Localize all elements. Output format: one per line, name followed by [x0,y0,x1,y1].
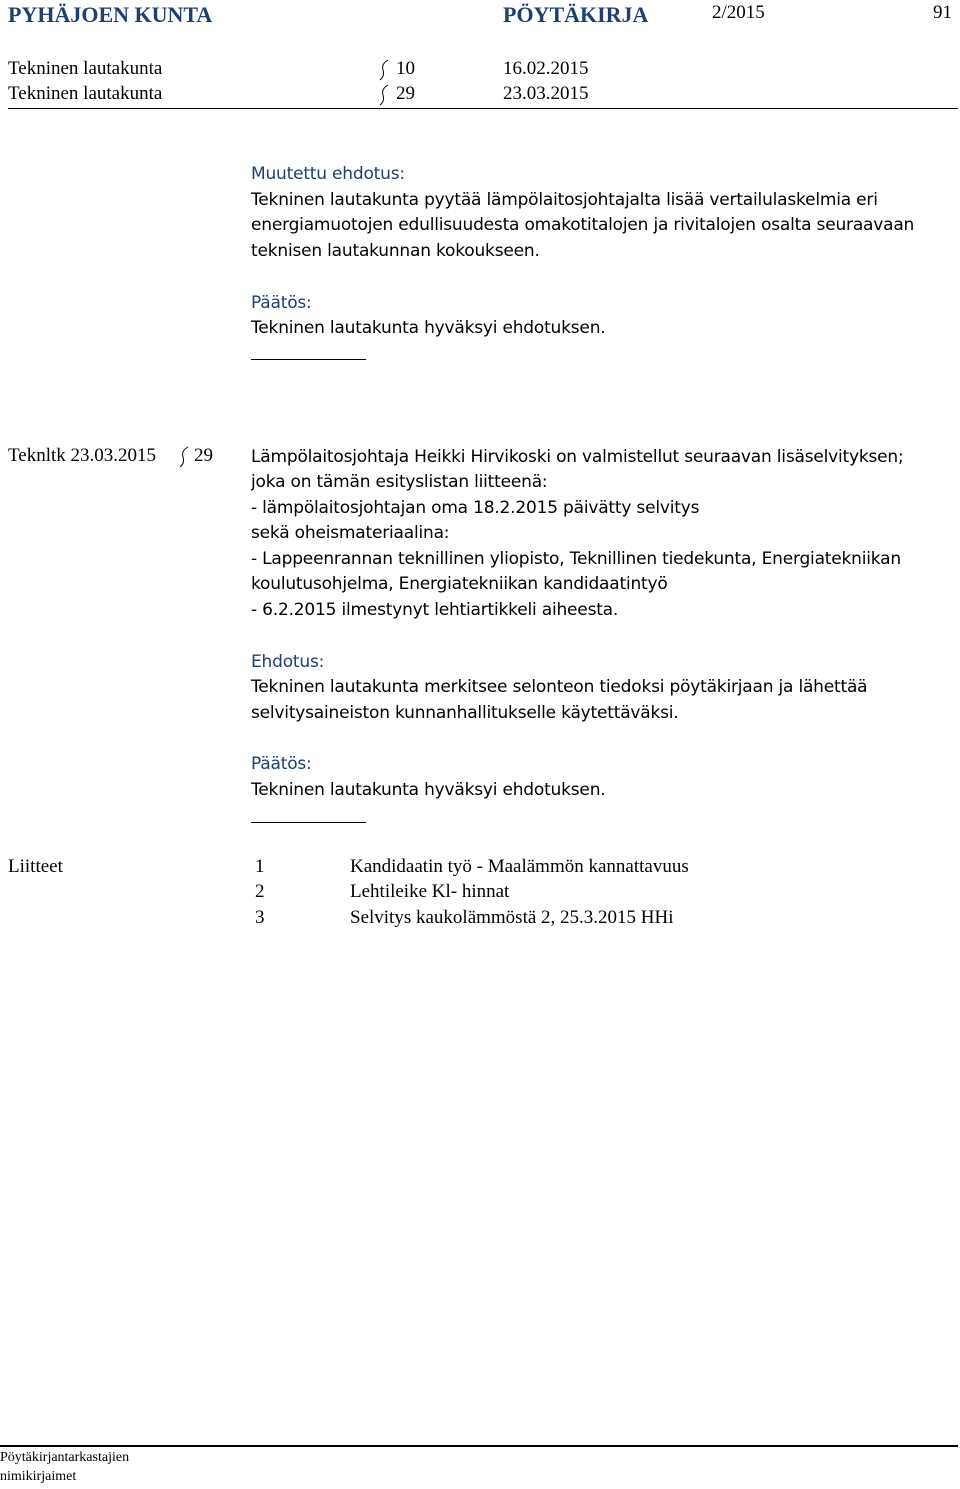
meeting-board: Tekninen lautakunta [8,58,163,79]
meeting-section: 29 [396,83,415,104]
item-reference: Teknltk 23.03.2015 [8,445,157,466]
meeting-date: 16.02.2015 [503,58,589,79]
body-line: sekä oheismateriaalina: [251,523,450,543]
proposal-label: Ehdotus: [251,652,325,672]
proposal-line: selvitysaineiston kunnanhallitukselle käytettäväksi. [251,703,679,723]
decision-label: Päätös: [251,293,312,313]
attachment-number: 1 [255,856,265,877]
footer-divider [0,1445,958,1447]
body-line: - lämpölaitosjohtajan oma 18.2.2015 päivätty selvitys [251,498,700,518]
meeting-section: 10 [396,58,415,79]
attachment-title: Lehtileike Kl- hinnat [350,881,510,902]
attachment-title: Selvitys kaukolämmöstä 2, 25.3.2015 HHi [350,907,674,928]
footer-line-1: Pöytäkirjantarkastajien [0,1450,130,1465]
item-section: 29 [194,445,213,466]
attachments-label: Liitteet [8,856,63,877]
meeting-date: 23.03.2015 [503,83,589,104]
amended-line: teknisen lautakunnan kokoukseen. [251,241,540,261]
attachment-number: 3 [255,907,265,928]
document-number: 2/2015 [712,2,765,23]
attachment-title: Kandidaatin työ - Maalämmön kannattavuus [350,856,689,877]
decision-label: Päätös: [251,754,312,774]
decision-text: Tekninen lautakunta hyväksyi ehdotuksen. [251,780,606,800]
body-line: joka on tämän esityslistan liitteenä: [251,472,548,492]
municipality-name: PYHÄJOEN KUNTA [8,2,213,27]
header-divider [8,108,958,109]
section-mark-icon [378,83,390,107]
body-line: Lämpölaitosjohtaja Heikki Hirvikoski on valmistellut seuraavan lisäselvityksen; [251,447,904,467]
section-mark-icon [378,58,390,82]
body-line: - 6.2.2015 ilmestynyt lehtiartikkeli aiheesta. [251,600,619,620]
decision-text: Tekninen lautakunta hyväksyi ehdotuksen. [251,318,606,338]
page-number: 91 [933,2,952,23]
proposal-line: Tekninen lautakunta merkitsee selonteon tiedoksi pöytäkirjaan ja lähettää [251,677,868,697]
amended-line: Tekninen lautakunta pyytää lämpölaitosjohtajalta lisää vertailulaskelmia eri [251,190,878,210]
body-line: koulutusohjelma, Energiatekniikan kandidaatintyö [251,574,668,594]
meeting-board: Tekninen lautakunta [8,83,163,104]
section-mark-icon [178,445,190,469]
document-type: PÖYTÄKIRJA [503,2,649,27]
footer-line-2: nimikirjaimet [0,1469,77,1484]
body-line: - Lappeenrannan teknillinen yliopisto, Teknillinen tiedekunta, Energiatekniikan [251,549,901,569]
attachment-number: 2 [255,881,265,902]
decision-rule [251,359,366,360]
amended-label: Muutettu ehdotus: [251,164,405,184]
decision-rule [251,822,366,823]
amended-line: energiamuotojen edullisuudesta omakotitalojen ja rivitalojen osalta seuraavaan [251,215,915,235]
